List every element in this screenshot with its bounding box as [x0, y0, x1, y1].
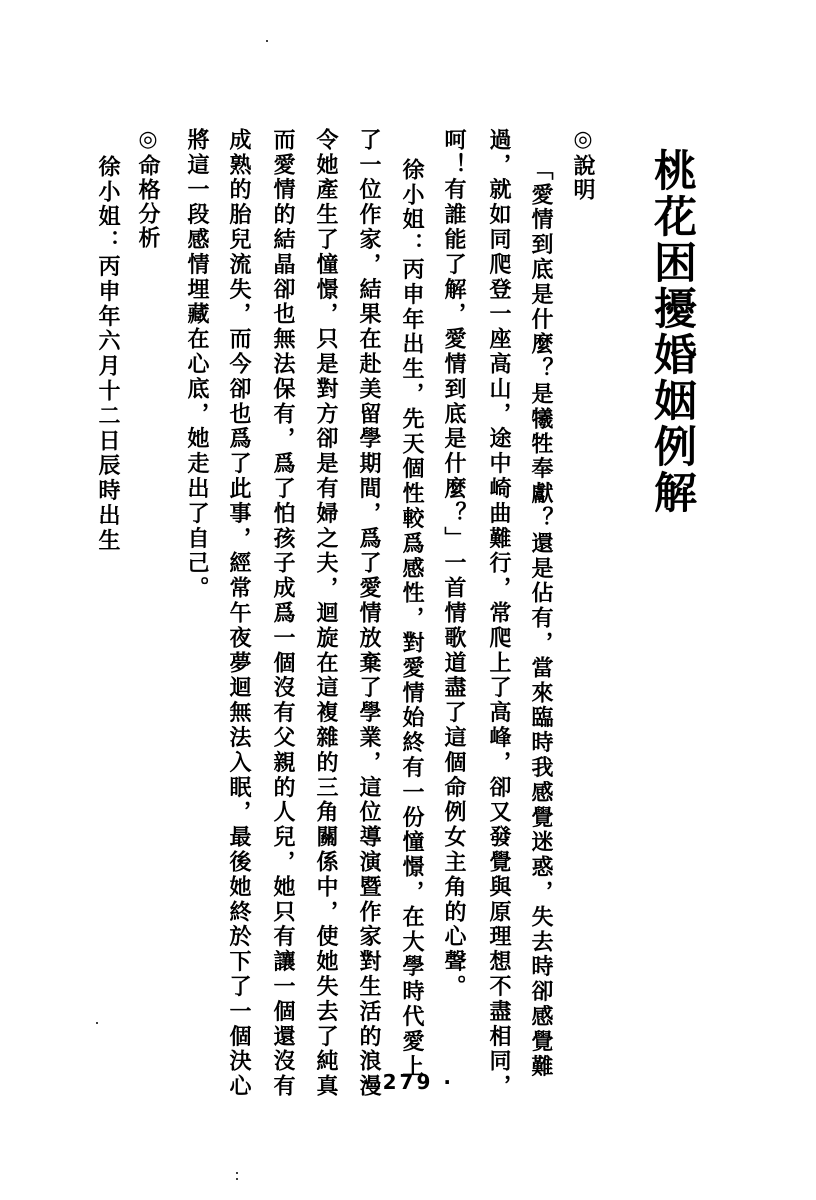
paragraph-line: 成熟的胎兒流失，而今卻也爲了此事，經常午夜夢迴無法入眠，最後她終於下了一個決心 [226, 128, 252, 1100]
section-heading-analysis: ◎命格分析 [135, 126, 161, 250]
paragraph-line: 令她產生了憧憬，只是對方卻是有婦之夫，迴旋在這複雜的三角關係中，使她失去了純真 [313, 128, 339, 1100]
scan-speck [236, 1172, 238, 1174]
section-heading-explanation: ◎說明 [570, 126, 596, 202]
paragraph-line: 呵！有誰能了解，愛情到底是什麼？」一首情歌道盡了這個命例女主角的心聲。 [441, 128, 467, 1000]
paragraph-line: 過，就如同爬登一座高山，途中崎曲難行，常爬上了高峰，卻又發覺與原理想不盡相同， [486, 128, 512, 1100]
scan-speck [236, 1178, 238, 1180]
birth-info-line: 徐小姐：丙申年六月十二日辰時出生 [95, 155, 121, 554]
page-number: · 279 · [362, 1070, 454, 1094]
paragraph-line: 「愛情到底是什麼？是犧牲奉獻？還是佔有，當來臨時我感覺迷惑，失去時卻感覺難 [528, 158, 554, 1080]
scan-speck [96, 1022, 98, 1024]
paragraph-line: 徐小姐：丙申年出生，先天個性較爲感性，對愛情始終有一份憧憬，在大學時代愛上 [399, 158, 425, 1080]
paragraph-line: 而愛情的結晶卻也無法保有，爲了怕孩子成爲一個沒有父親的人兒，她只有讓一個還沒有 [270, 128, 296, 1100]
scan-speck [266, 40, 268, 42]
paragraph-line: 將這一段感情埋藏在心底，她走出了自己。 [184, 128, 210, 602]
paragraph-line: 了一位作家，結果在赴美留學期間，爲了愛情放棄了學業，這位導演暨作家對生活的浪漫 [356, 128, 382, 1100]
chapter-title: 桃花困擾婚姻例解 [647, 148, 697, 516]
